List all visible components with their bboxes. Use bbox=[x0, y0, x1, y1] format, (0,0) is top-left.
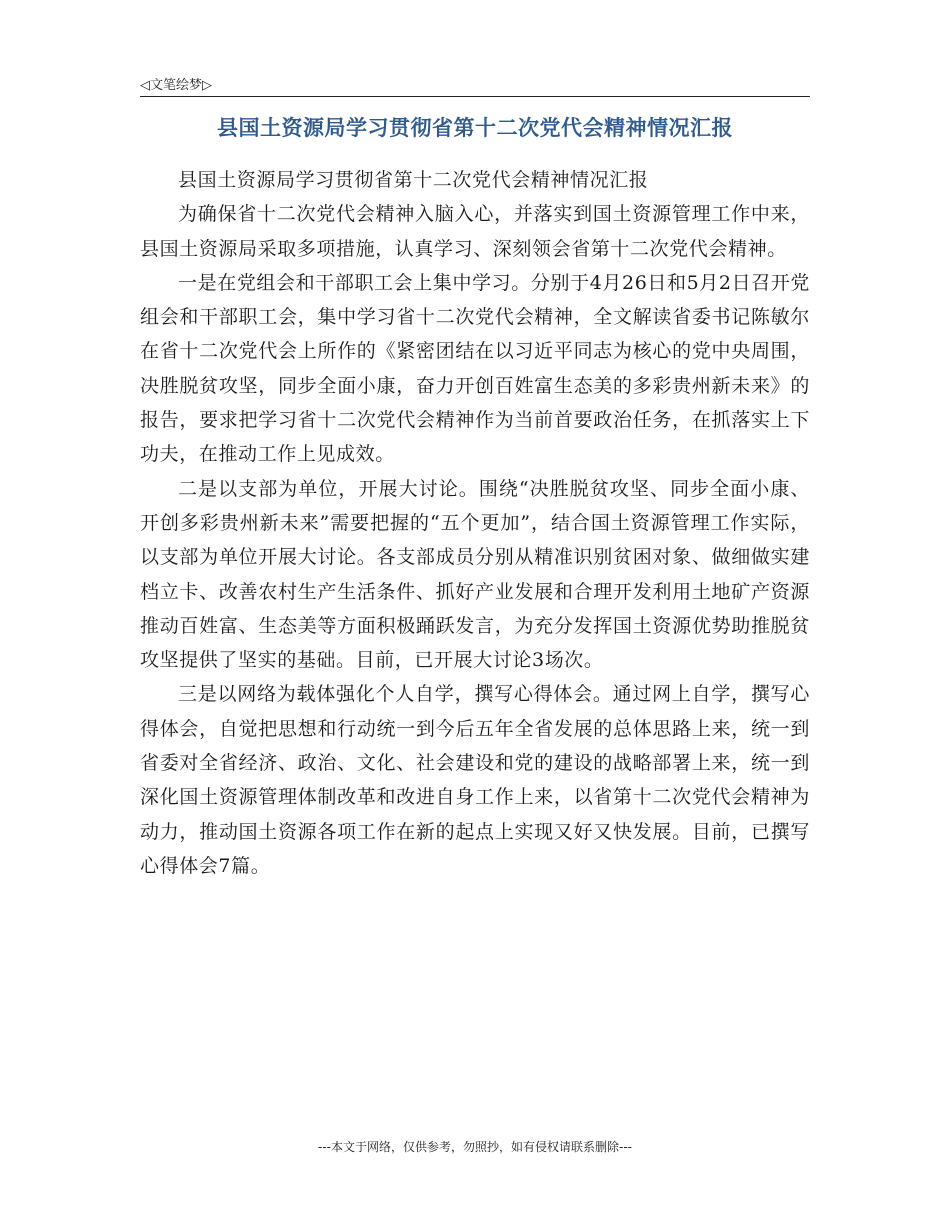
paragraph-intro: 为确保省十二次党代会精神入脑入心，并落实到国土资源管理工作中来，县国土资源局采取多项措施，认真学习、深刻领会省第十二次党代会精神。 bbox=[140, 203, 810, 260]
header-brand: ◁文笔绘梦▷ bbox=[140, 78, 212, 93]
paragraph-point-one: 一是在党组会和干部职工会上集中学习。分别于4月26日和5月2日召开党组会和干部职工会，集中学习省十二次党代会精神，全文解读省委书记陈敏尔在省十二次党代会上所作的《紧密团结在以习近平同志为核心的党中央周围，决胜脱贫攻坚，同步全面小康，奋力开创百姓富生态美的多彩贵州新未来》的报告，要求把学习省十二次党代会精神作为当前首要政治任务，在抓落实上下功夫，在推动工作上见成效。 bbox=[140, 271, 810, 466]
page-footer: ---本文于网络，仅供参考，勿照抄，如有侵权请联系删除--- bbox=[318, 1140, 632, 1154]
document-body bbox=[140, 163, 810, 883]
document-title: 县国土资源局学习贯彻省第十二次党代会精神情况汇报 bbox=[217, 116, 733, 140]
paragraph-subtitle: 县国土资源局学习贯彻省第十二次党代会精神情况汇报 bbox=[178, 169, 649, 191]
paragraph-point-two: 二是以支部为单位，开展大讨论。围绕“决胜脱贫攻坚、同步全面小康、开创多彩贵州新未来”需要把握的“五个更加”，结合国土资源管理工作实际，以支部为单位开展大讨论。各支部成员分别从精准识别贫困对象、做细做实建档立卡、改善农村生产生活条件、抓好产业发展和合理开发利用土地矿产资源推动百姓富、生态美等方面积极踊跃发言，为充分发挥国土资源优势助推脱贫攻坚提供了坚实的基础。目前，已开展大讨论3场次。 bbox=[140, 477, 810, 672]
paragraph-point-three: 三是以网络为载体强化个人自学，撰写心得体会。通过网上自学，撰写心得体会，自觉把思想和行动统一到今后五年全省发展的总体思路上来，统一到省委对全省经济、政治、文化、社会建设和党的建设的战略部署上来，统一到深化国土资源管理体制改革和改进自身工作上来，以省第十二次党代会精神为动力，推动国土资源各项工作在新的起点上实现又好又快发展。目前，已撰写心得体会7篇。 bbox=[140, 683, 810, 877]
page-header bbox=[140, 72, 810, 97]
